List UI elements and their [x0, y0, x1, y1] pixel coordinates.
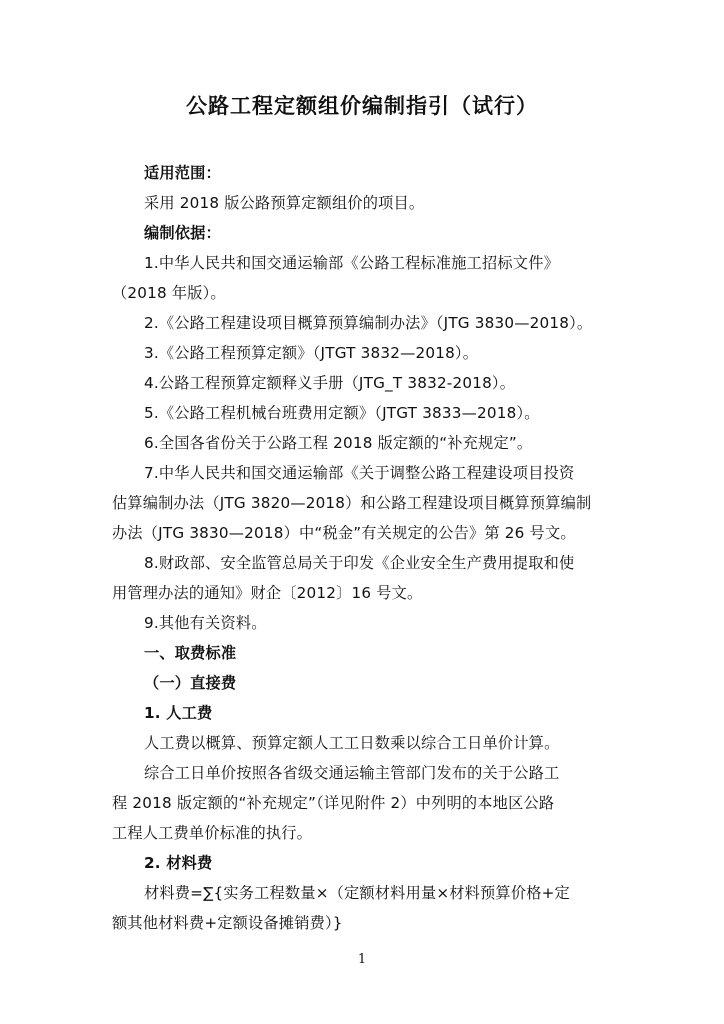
list-item-8-cont: 用管理办法的通知》财企〔2012〕16 号文。 [112, 584, 423, 602]
formula-line-cont: 额其他材料费+定额设备摊销费）} [112, 914, 343, 932]
list-item-1-cont: （2018 年版）。 [112, 284, 226, 302]
paragraph-line: 采用 2018 版公路预算定额组价的项目。 [144, 194, 425, 212]
list-item-1: 1.中华人民共和国交通运输部《公路工程标准施工招标文件》 [144, 254, 559, 272]
list-item-6: 6.全国各省份关于公路工程 2018 版定额的“补充规定”。 [144, 434, 533, 452]
paragraph-line: 人工费以概算、预算定额人工工日数乘以综合工日单价计算。 [144, 734, 560, 752]
list-item-5: 5.《公路工程机械台班费用定额》（JTGT 3833—2018）。 [144, 404, 540, 422]
list-item-2: 2.《公路工程建设项目概算预算编制办法》（JTG 3830—2018）。 [144, 314, 593, 332]
list-item-7-cont: 估算编制办法（JTG 3820—2018）和公路工程建设项目概算预算编制 [112, 494, 592, 512]
paragraph-line: 工程人工费单价标准的执行。 [112, 824, 313, 842]
list-item-7-cont: 办法（JTG 3830—2018）中“税金”有关规定的公告》第 26 号文。 [112, 524, 576, 542]
page-title: 公路工程定额组价编制指引（试行） [186, 94, 538, 118]
section-heading-basis: 编制依据： [144, 224, 221, 242]
page-number: 1 [357, 952, 367, 967]
subsection-heading-labor-cost: 1. 人工费 [144, 704, 213, 722]
subsection-heading-material-cost: 2. 材料费 [144, 854, 213, 872]
paragraph-line: 综合工日单价按照各省级交通运输主管部门发布的关于公路工 [144, 764, 560, 782]
section-heading-scope: 适用范围： [144, 164, 221, 182]
subsection-heading-direct-cost: （一）直接费 [144, 674, 237, 692]
paragraph-line: 程 2018 版定额的“补充规定”（详见附件 2）中列明的本地区公路 [112, 794, 555, 812]
formula-line: 材料费=∑{实务工程数量×（定额材料用量×材料预算价格+定 [144, 884, 570, 902]
list-item-3: 3.《公路工程预算定额》（JTGT 3832—2018）。 [144, 344, 479, 362]
section-heading-fee-standard: 一、取费标准 [144, 644, 237, 662]
list-item-8: 8.财政部、安全监管总局关于印发《企业安全生产费用提取和使 [144, 554, 575, 572]
list-item-9: 9.其他有关资料。 [144, 614, 267, 632]
list-item-4: 4.公路工程预算定额释义手册（JTG_T 3832-2018）。 [144, 374, 516, 392]
list-item-7: 7.中华人民共和国交通运输部《关于调整公路工程建设项目投资 [144, 464, 575, 482]
